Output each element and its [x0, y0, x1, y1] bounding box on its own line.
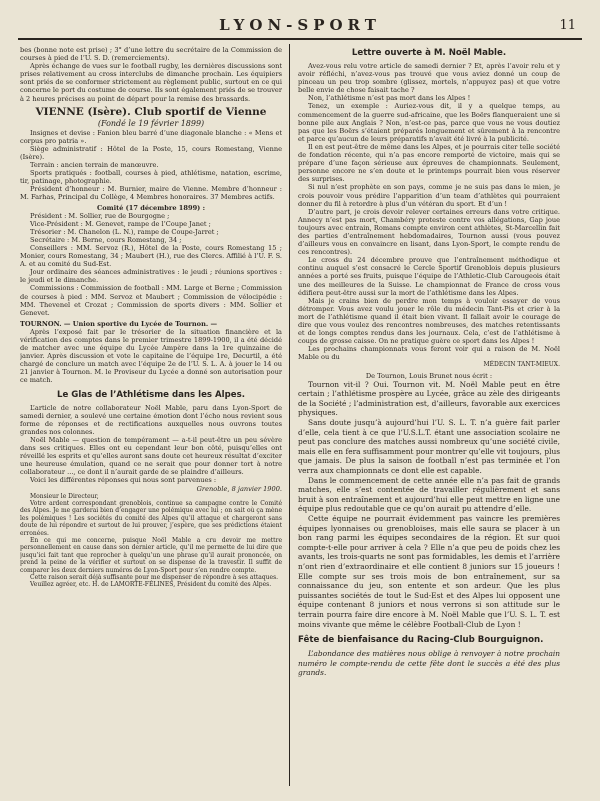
article-paragraph: Après échange de vues sur le football rugby, les dernières discussions sont prises relativement au cross interclubs de dimanche prochain. Les équipiers sont priés de se conformer strictement au règlement public, surtout en ce qui concerne le port du costume de course. Ils sont également priés de se trouver à 2 heures précises au point de départ pour la remise des brassards. [20, 62, 282, 103]
glas-paragraph: Voici les différentes réponses qui nous sont parvenues : [30, 476, 217, 485]
tournon-intro: De Tournon, Louis Brunet nous écrit : [365, 371, 493, 380]
tournon-paragraph: Cette équipe ne pourrait évidemment pas vaincre les premières équipes lyonnaises ou grenobloises, mais elle saura se placer à un bon rang parmi les équipes secondaires de la région. Et sur quoi compte-t-elle pour arriver à cela ? Elle n’a que peu de poids chez les avants, les trois-quarts ne sont pas formidables, les demis et l’arrière n’ont rien d’extraordinaire et elle contient 8 juniors sur 15 joueurs ! Elle compte sur ses trois mois de bon entraînement, sur sa connaissance du jeu, son entente et son ardeur. Que les plus puissantes sociétés de tout le Sud-Est et des Alpes lui opposent une équipe contenant 8 juniors et nous verrons si son attitude sur le terrain pourra faire dire encore à M. Noël Mable que l’U. S. L. T. est moins vivante que même le célèbre Football-Club de Lyon ! [298, 513, 560, 629]
glas-paragraph: Noël Mable — question de tempérament — a-t-il peut-être un peu sévère dans ses critiques. Elles ont eu cependant leur bon côté, puisqu’elles ont réveillé les esprits et qu’elles auront sans doute cet heureux résultat d’exciter une heureuse émulation, quand ce ne serait que pour donner tort à notre collaborateur ..., ce dont il n’aurait garde de se plaindre d’ailleurs. [20, 435, 282, 477]
lettre-paragraph: Mais je crains bien de perdre mon temps à vouloir essayer de vous détromper. Vous avez voulu jouer le rôle du médecin Tant-Pis et crier à la mort de l’athlétisme quand il était bien vivant. Il fallait avoir le courage de dire que vous voulez des rencontres nombreuses, des matches retentissants et de longs comptes rendus dans les journaux. Cela, c’est de l’athlétisme à coups de grosse caisse. On ne pratique guère ce sport dans les Alpes ! [298, 296, 560, 346]
lettre-paragraph: Tenez, un exemple : Auriez-vous dit, il y a quelque temps, au commencement de la guerre sud-africaine, que les Boërs flanqueraient une si bonne pile aux Anglais ? Non, n’est-ce pas, parce que vous ne vous doutiez pas que les Boërs s’étaient préparés longuement et sûrement à la rencontre et parce qu’aucun de leurs préparatifs n’avait été livré à la publicité. [298, 102, 560, 143]
lettre-paragraph: Il en est peut-être de même dans les Alpes, et je pourrais citer telle société de fondation récente, qui n’a pas encore remporté de victoire, mais qui se prépare d’une façon sérieuse aux épreuves de championnats. Seulement, personne encore ne s’en doute et le printemps pourrait bien vous réserver des surprises. [298, 142, 560, 184]
tournon-paragraph: Dans le commencement de cette année elle n’a pas fait de grands matches, elle s’est contentée de travailler régulièrement et sans bruit à son entraînement et aujourd’hui elle peut mettre en ligne une équipe plus redoutable que ce qu’on aurait pu attendre d’elle. [298, 475, 560, 514]
vienne-president: Président d’honneur : M. Burnier, maire de Vienne. Membre d’honneur : M. Farhas, Principal du Collège, 4 Membres honoraires. 37 Membres actifs. [20, 185, 282, 202]
lettre-paragraph: Non, l’athlétisme n’est pas mort dans les Alpes ! [308, 94, 471, 103]
comite-heading: Comité (17 décembre 1899) : [96, 203, 206, 212]
vienne-terrain: Terrain : ancien terrain de manœuvre. [30, 161, 159, 170]
right-column [298, 46, 560, 786]
comite-conseillers: Conseillers : MM. Servoz (R.), Hôtel de la Poste, cours Romestang 15 ; Monier, cours Romestang, 34 ; Maubert (H.), rue des Clercs. Affilié à l’U. F. S. A. et au comité du Sud-Est. [20, 243, 282, 269]
comite-secretaire: Secrétaire : M. Berne, cours Romestang, 34 ; [30, 235, 182, 244]
tournon-paragraph: Sans doute jusqu’à aujourd’hui l’U. S. L. T. n’a guère fait parler d’elle, cela tient à ce que l’U.S.L.T. étant une association scolaire ne peut pas conclure des matches aussi nombreux qu’une société civile, mais elle en fera suffisamment pour montrer qu’elle vit toujours, plus que jamais. De plus la saison de football n’est pas terminée et l’on verra aux championnats ce dont elle est capable. [298, 418, 560, 475]
comite-jours: Jour ordinaire des séances administratives : le jeudi ; réunions sportives : le jeudi et le dimanche. [20, 268, 282, 285]
tournon-heading: TOURNON. — Union sportive du Lycée de Tournon. — [20, 319, 218, 328]
vienne-club-heading: VIENNE (Isère). Club sportif de Vienne [35, 105, 267, 118]
letter-closing: Veuillez agréer, etc. H. de LAMORTE-FÉLINES, Président du comité des Alpes. [30, 581, 272, 589]
comite-vice-president: Vice-Président : M. Genevet, rampe de l’Coupe Janet ; [30, 219, 211, 228]
comite-president: Président : M. Sollier, rue de Bourgogne ; [30, 211, 170, 220]
lettre-paragraph: D’autre part, je crois devoir relever certaines erreurs dans votre critique. Annecy n’est pas mort, Chambéry proteste contre vos allégations, Gap joue toujours avec entrain, Romans compte environ cent athlètes, St-Marcellin fait des parties d’entraînement hebdomadaires, Tournon aussi (vous pouvez d’ailleurs vous en convaincre en lisant, dans Lyon-Sport, le compte rendu de ces rencontres). [298, 207, 560, 257]
vienne-insignes: Insignes et devise : Fanion bleu barré d’une diagonale blanche : « Mens et corpus pro patria ». [20, 128, 282, 145]
page-number: 11 [559, 18, 576, 33]
fete-heading: Fête de bienfaisance du Racing-Club Bourguignon. [298, 635, 544, 646]
tournon-paragraph: Tournon vit-il ? Oui. Tournon vit. M. Noël Mable peut en être certain ; l’athlétisme prospère au Lycée, grâce au zèle des dirigeants de la Société ; l’administration est, d’ailleurs, favorable aux exercices physiques. [298, 379, 560, 418]
column-divider [289, 44, 290, 786]
lettre-ouverte-heading: Lettre ouverte à M. Noël Mable. [351, 48, 507, 58]
letter-paragraph: En ce qui me concerne, puisque Noël Mable a cru devoir me mettre personnellement en cause dans son dernier article, qu’il me permette de lui dire que jusqu’ici fait tant que reprocher à quelqu’un une phrase qu’il aurait prononcée, on prend la peine de la vérifier et surtout on se dispense de la travestir. Il suffit de comparer les deux derniers numéros de Lyon-Sport pour s’en rendre compte. [20, 537, 282, 574]
letter-place-date: Grenoble, 8 janvier 1900. [196, 484, 282, 493]
left-column [20, 46, 282, 786]
lettre-paragraph: Le cross du 24 décembre prouve que l’entraînement méthodique et continu auquel s’est consacré le Cercle Sportif Grenoblois depuis plusieurs années a porté ses fruits, puisque l’équipe de l’Athletic-Club Carougeois était une des meilleures de la Suisse. Le championnat de France de cross vous édifiera peut-être aussi sur la mort de l’athlétisme dans les Alpes. [298, 256, 560, 297]
letter-salutation: Monsieur le Directeur, [30, 492, 99, 500]
commissions: Commissions : Commission de football : MM. Large et Berne ; Commission de courses à pied : MM. Servoz et Maubert ; Commission de vélocipédie : MM. Thevenel et Crozat ; Commission de sports divers : MM. Sollier et Genevet. [20, 284, 282, 317]
vienne-sports: Sports pratiqués : football, courses à pied, athlétisme, natation, escrime, tir, patinage, photographie. [20, 169, 282, 186]
masthead-title: LYON-SPORT [219, 16, 381, 34]
glas-paragraph: L’article de notre collaborateur Noël Mable, paru dans Lyon-Sport de samedi dernier, a soulevé une certaine émotion dont l’écho nous revient sous forme de réponses et de rectifications auxquelles nous ouvrons toutes grandes nos colonnes. [20, 403, 282, 436]
lettre-paragraph: Avez-vous relu votre article de samedi dernier ? Et, après l’avoir relu et y avoir réfléchi, n’avez-vous pas trouvé que vous aviez donné un coup de pinceau un peu trop sombre (glissez, mortels, n’appuyez pas) et que votre belle envie de chose faisait tache ? [298, 62, 560, 95]
fete-text: L’abondance des matières nous oblige à renvoyer à notre prochain numéro le compte-rendu de cette fête dont le succès a été des plus grands. [298, 649, 560, 677]
comite-tresorier: Trésorier : M. Chanelon (L. N.), rampe de Coupe-Jarret ; [30, 227, 219, 236]
lettre-paragraph: Si nul n’est prophète en son pays, comme je ne suis pas dans le mien, je crois pouvoir vous prédire l’apparition d’un team d’athlètes qui pourraient donner du fil à retordre à plus d’un vétéran du sport. Et d’un ! [298, 183, 560, 208]
vienne-founded: (Fondé le 19 février 1899) [97, 118, 205, 128]
article-paragraph: bes (bonne note est prise) ; 3° d’une lettre du secrétaire de la Commission de courses à pied de l’U. S. D. (remerciements). [20, 46, 282, 63]
lettre-paragraph: Les prochains championnats vous feront voir qui a raison de M. Noël Mable ou du [298, 345, 560, 362]
vienne-siege: Siège administratif : Hôtel de la Poste, 15, cours Romestang, Vienne (Isère). [20, 144, 282, 161]
header-rule [18, 38, 582, 40]
tournon-text: Après l’exposé fait par le trésorier de la situation financière et la vérification des comptes dans le premier trimestre 1899-1900, il a été décidé de matcher avec une équipe du Lycée Ampère dans la 1re quinzaine de janvier. Après discussion et vote le capitaine de l’équipe 1re, Decurtil, a été chargé de conclure un match avec l’équipe 2e de l’U. S. L. A. à jouer le 14 ou 21 janvier à Tournon. M. le Proviseur du Lycée a donné son autorisation pour ce match. [20, 327, 282, 385]
letter-paragraph: Votre ardent correspondant grenoblois, continue sa campagne contre le Comité des Alpes. Je me garderai bien d’engager une polémique avec lui ; on sait où ça mène les polémiques ! Les sociétés du comité des Alpes qu’il attaque et chargeront sans doute de lui répondre et surtout de lui prouver, j’espère, que ses prédictions étaient erronées. [20, 500, 282, 537]
letter-paragraph: Cette raison serait déjà suffisante pour me dispenser de répondre à ses attaques. [30, 574, 279, 582]
glas-heading: Le Glas de l’Athlétisme dans les Alpes. [57, 389, 245, 400]
lettre-signature: MÉDECIN TANT-MIEUX. [483, 361, 560, 369]
